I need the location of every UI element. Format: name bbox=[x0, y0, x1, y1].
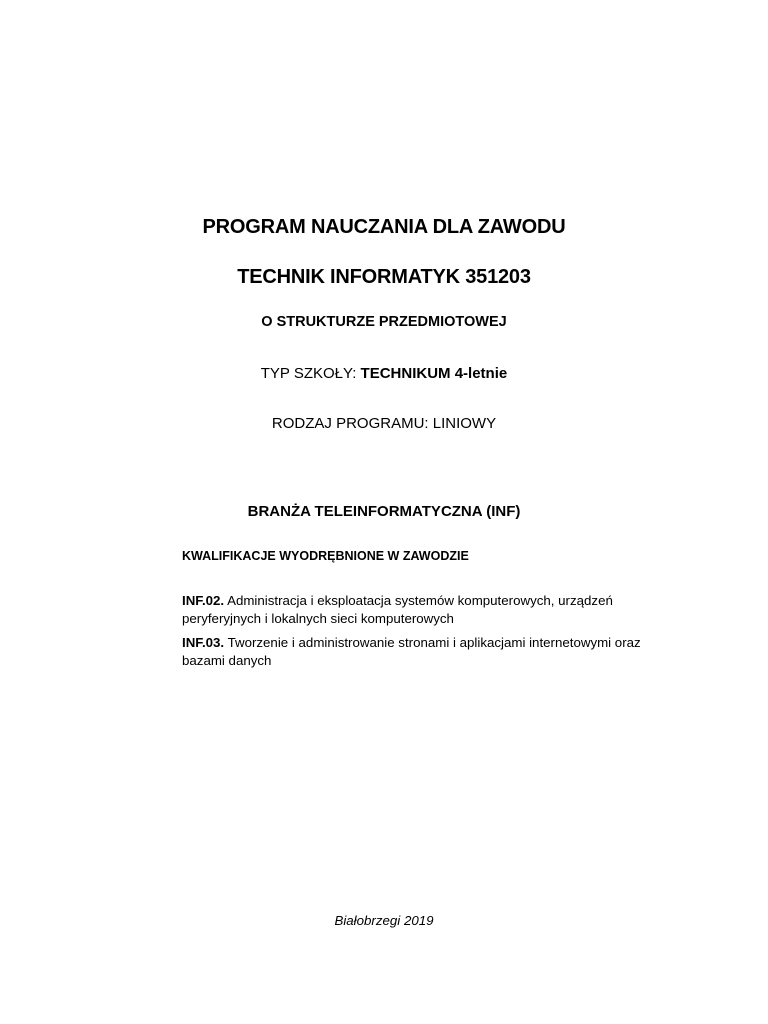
school-type-line bbox=[0, 365, 768, 382]
qualification-text: Tworzenie i administrowanie stronami i aplikacjami internetowymi oraz bazami danych bbox=[182, 635, 641, 668]
program-type-line: RODZAJ PROGRAMU: LINIOWY bbox=[271, 415, 497, 432]
qualification-item bbox=[182, 592, 662, 628]
school-type-value: TECHNIKUM 4-letnie bbox=[360, 365, 508, 382]
document-footer-place-year: Białobrzegi 2019 bbox=[334, 913, 434, 928]
qualifications-heading: KWALIFIKACJE WYODRĘBNIONE W ZAWODZIE bbox=[182, 549, 469, 563]
branch-heading: BRANŻA TELEINFORMATYCZNA (INF) bbox=[247, 503, 521, 520]
document-subtitle: O STRUKTURZE PRZEDMIOTOWEJ bbox=[261, 314, 507, 330]
school-type-label: TYP SZKOŁY: bbox=[260, 365, 361, 382]
document-title-line-2: TECHNIK INFORMATYK 351203 bbox=[237, 266, 531, 288]
document-title-line-1: PROGRAM NAUCZANIA DLA ZAWODU bbox=[202, 216, 566, 238]
qualification-item bbox=[182, 634, 662, 670]
qualification-text: Administracja i eksploatacja systemów komputerowych, urządzeń peryferyjnych i lokalnych sieci komputerowych bbox=[182, 593, 613, 626]
qualification-code: INF.02. bbox=[182, 593, 225, 608]
qualification-code: INF.03. bbox=[182, 635, 225, 650]
